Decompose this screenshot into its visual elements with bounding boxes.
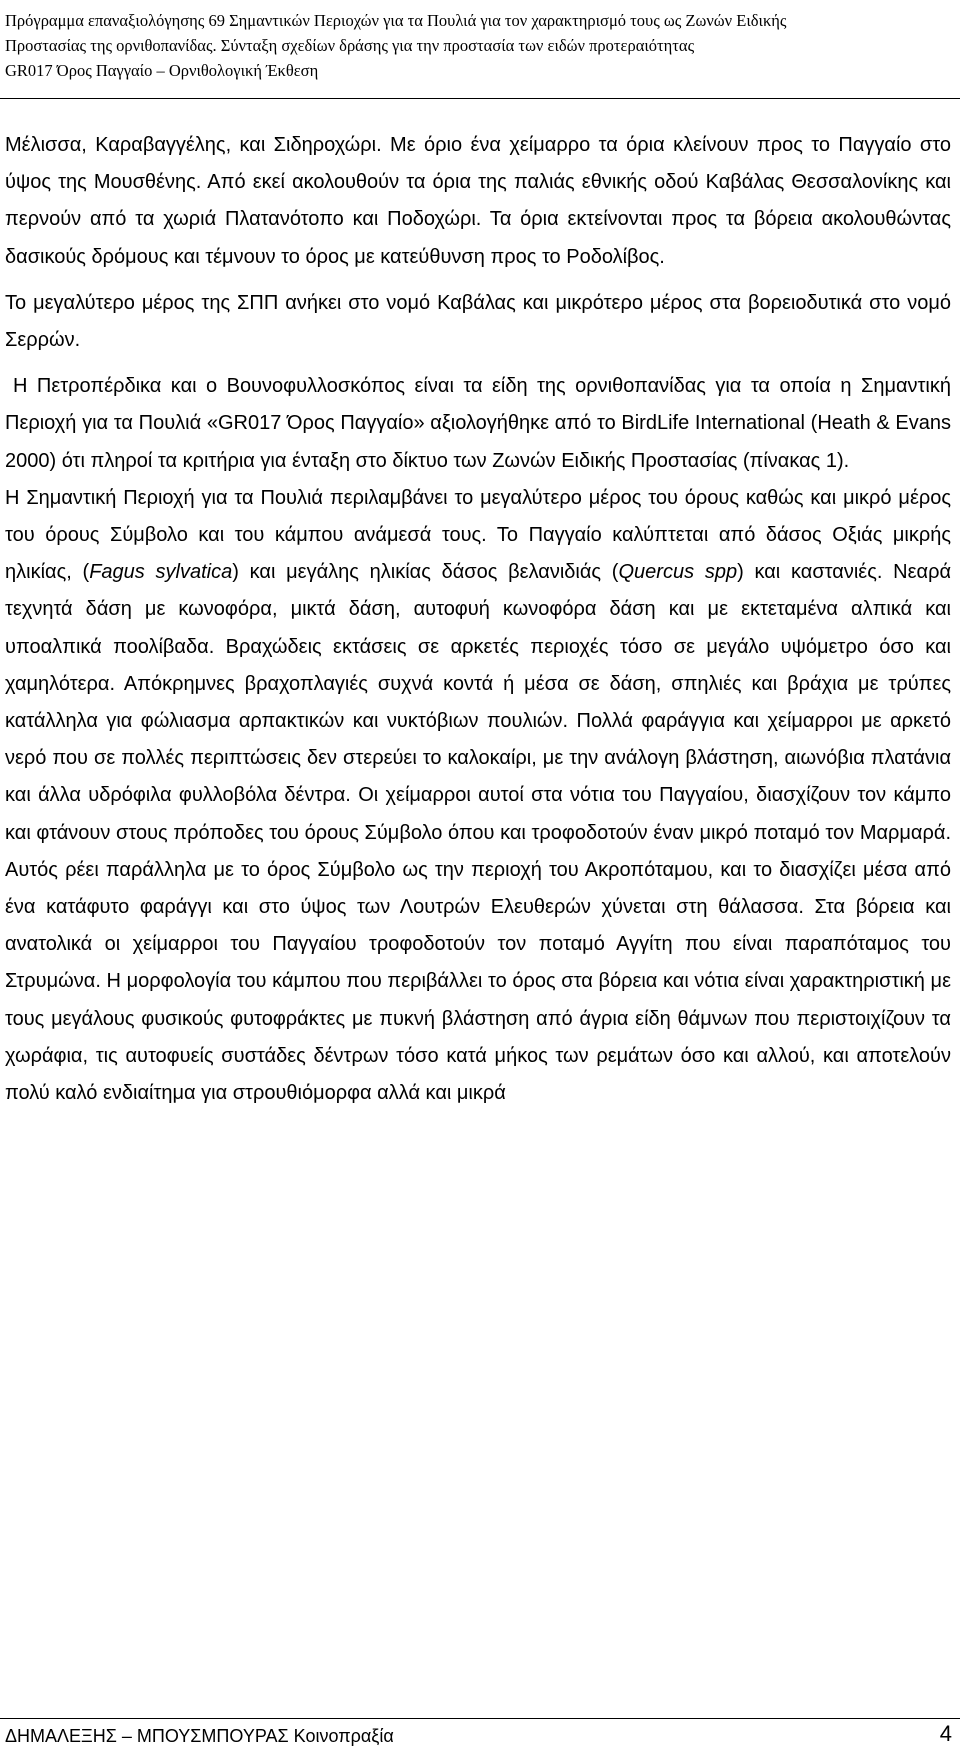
paragraph-boundaries: Μέλισσα, Καραβαγγέλης, και Σιδηροχώρι. Με όριο ένα χείμαρρο τα όρια κλείνουν προς το Παγγαίο στο ύψος της Μουσθένης. Από εκεί ακολουθούν τα όρια της παλιάς εθνικής οδού Καβάλας Θεσσαλονίκης και περνούν από τα χωριά Πλατανότοπο και Ποδοχώρι. Τα όρια εκτείνονται προς τα βόρεια ακολουθώντας δασικούς δρόμους και τέμνουν το όρος με κατεύθυνση προς το Ροδολίβος. — [5, 134, 951, 268]
habitat-text-part-2: ) και μεγάλης ηλικίας δάσος βελανιδιάς ( — [232, 561, 619, 584]
habitat-text-part-1: Η Σημαντική Περιοχή για τα Πουλιά περιλαμβάνει το μεγαλύτερο μέρος του όρους καθώς και μικρό μέρος του όρους Σύμβολο και του κάμπου ανάμεσά τους. Το Παγγαίο καλύπτεται από δάσος Οξιάς μικρής ηλικίας, ( — [5, 486, 951, 584]
header-line-2: Προστασίας της ορνιθοπανίδας. Σύνταξη σχεδίων δράσης για την προστασία των ειδών προτεραιότητας — [5, 36, 695, 55]
species-name-quercus: Quercus spp — [618, 561, 738, 584]
species-name-fagus: Fagus sylvatica — [89, 561, 233, 584]
habitat-text-part-3: ) και καστανιές. Νεαρά τεχνητά δάση με κωνοφόρα, μικτά δάση, αυτοφυή κωνοφόρα δάση και με εκτεταμένα αλπικά και υποαλπικά ποολίβαδα. Βραχώδεις εκτάσεις σε αρκετές περιοχές τόσο σε μεγάλο υψόμετρο όσο και χαμηλότερα. Απόκρημνες βραχοπλαγιές συχνά κοντά ή μέσα σε δάση, σπηλιές και βράχια με τρύπες κατάλληλα για φώλιασμα αρπακτικών και νυκτόβιων πουλιών. Πολλά φαράγγια και χείμαρροι με αρκετό νερό που σε πολλές περιπτώσεις δεν στερεύει το καλοκαίρι, με την ανάλογη βλάστηση, αιωνόβια πλατάνια και άλλα υδρόφιλα φυλλοβόλα δέντρα. Οι χείμαρροι αυτοί στα νότια του Παγγαίου, διασχίζουν τον κάμπο και φτάνουν στους πρόποδες του όρους Σύμβολο όπου και τροφοδοτούν έναν μικρό ποταμό τον Μαρμαρά. Αυτός ρέει παράλληλα με το όρος Σύμβολο ως την περιοχή του Ακροπόταμου, και το διασχίζει μέσα από ένα κατάφυτο φαράγγι και στο ύψος των Λουτρών Ελευθερών χύνεται στη θάλασσα. Στα βόρεια και ανατολικά οι χείμαρροι του Παγγαίου τροφοδοτούν τον ποταμό Αγγίτη που είναι παραπόταμος του Στρυμώνα. Η μορφολογία του κάμπου που περιβάλλει το όρος στα βόρεια και νότια είναι χαρακτηριστική με τους μεγάλους φυσικούς φυτοφράκτες με πυκνή βλάστηση από άγρια είδη θάμνων που περιστοιχίζουν τα χωράφια, τις αυτοφυείς συστάδες δέντρων τόσο κατά μήκος των ρεμάτων όσο και αλλού, και αποτελούν πολύ καλό ενδιαίτημα για στρουθιόμορφα αλλά και μικρά — [5, 561, 952, 1105]
page-number: 4 — [939, 1721, 952, 1746]
footer-divider — [0, 1718, 960, 1719]
document-body — [5, 127, 951, 1112]
paragraph-species-criteria: Η Πετροπέρδικα και ο Βουνοφυλλοσκόπος είναι τα είδη της ορνιθοπανίδας για τα οποία η Σημαντική Περιοχή για τα Πουλιά «GR017 Όρος Παγγαίο» αξιολογήθηκε από το BirdLife International (Heath & Evans 2000) ότι πληροί τα κριτήρια για ένταξη στο δίκτυο των Ζωνών Ειδικής Προστασίας (πίνακας 1). — [5, 375, 951, 472]
paragraph-prefectures: Το μεγαλύτερο μέρος της ΣΠΠ ανήκει στο νομό Καβάλας και μικρότερο μέρος στα βορειοδυτικά στο νομό Σερρών. — [5, 291, 951, 352]
running-header — [5, 8, 955, 83]
paragraph-habitat-description — [5, 480, 951, 1112]
header-line-1: Πρόγραμμα επαναξιολόγησης 69 Σημαντικών Περιοχών για τα Πουλιά για τον χαρακτηρισμό τους ως Ζωνών Ειδικής — [5, 11, 787, 30]
footer-consortium: ΔΗΜΑΛΕΞΗΣ – ΜΠΟΥΣΜΠΟΥΡΑΣ Κοινοπραξία — [5, 1726, 394, 1746]
header-line-3: GR017 Όρος Παγγαίο – Ορνιθολογική Έκθεση — [5, 61, 319, 80]
header-divider — [0, 98, 960, 99]
